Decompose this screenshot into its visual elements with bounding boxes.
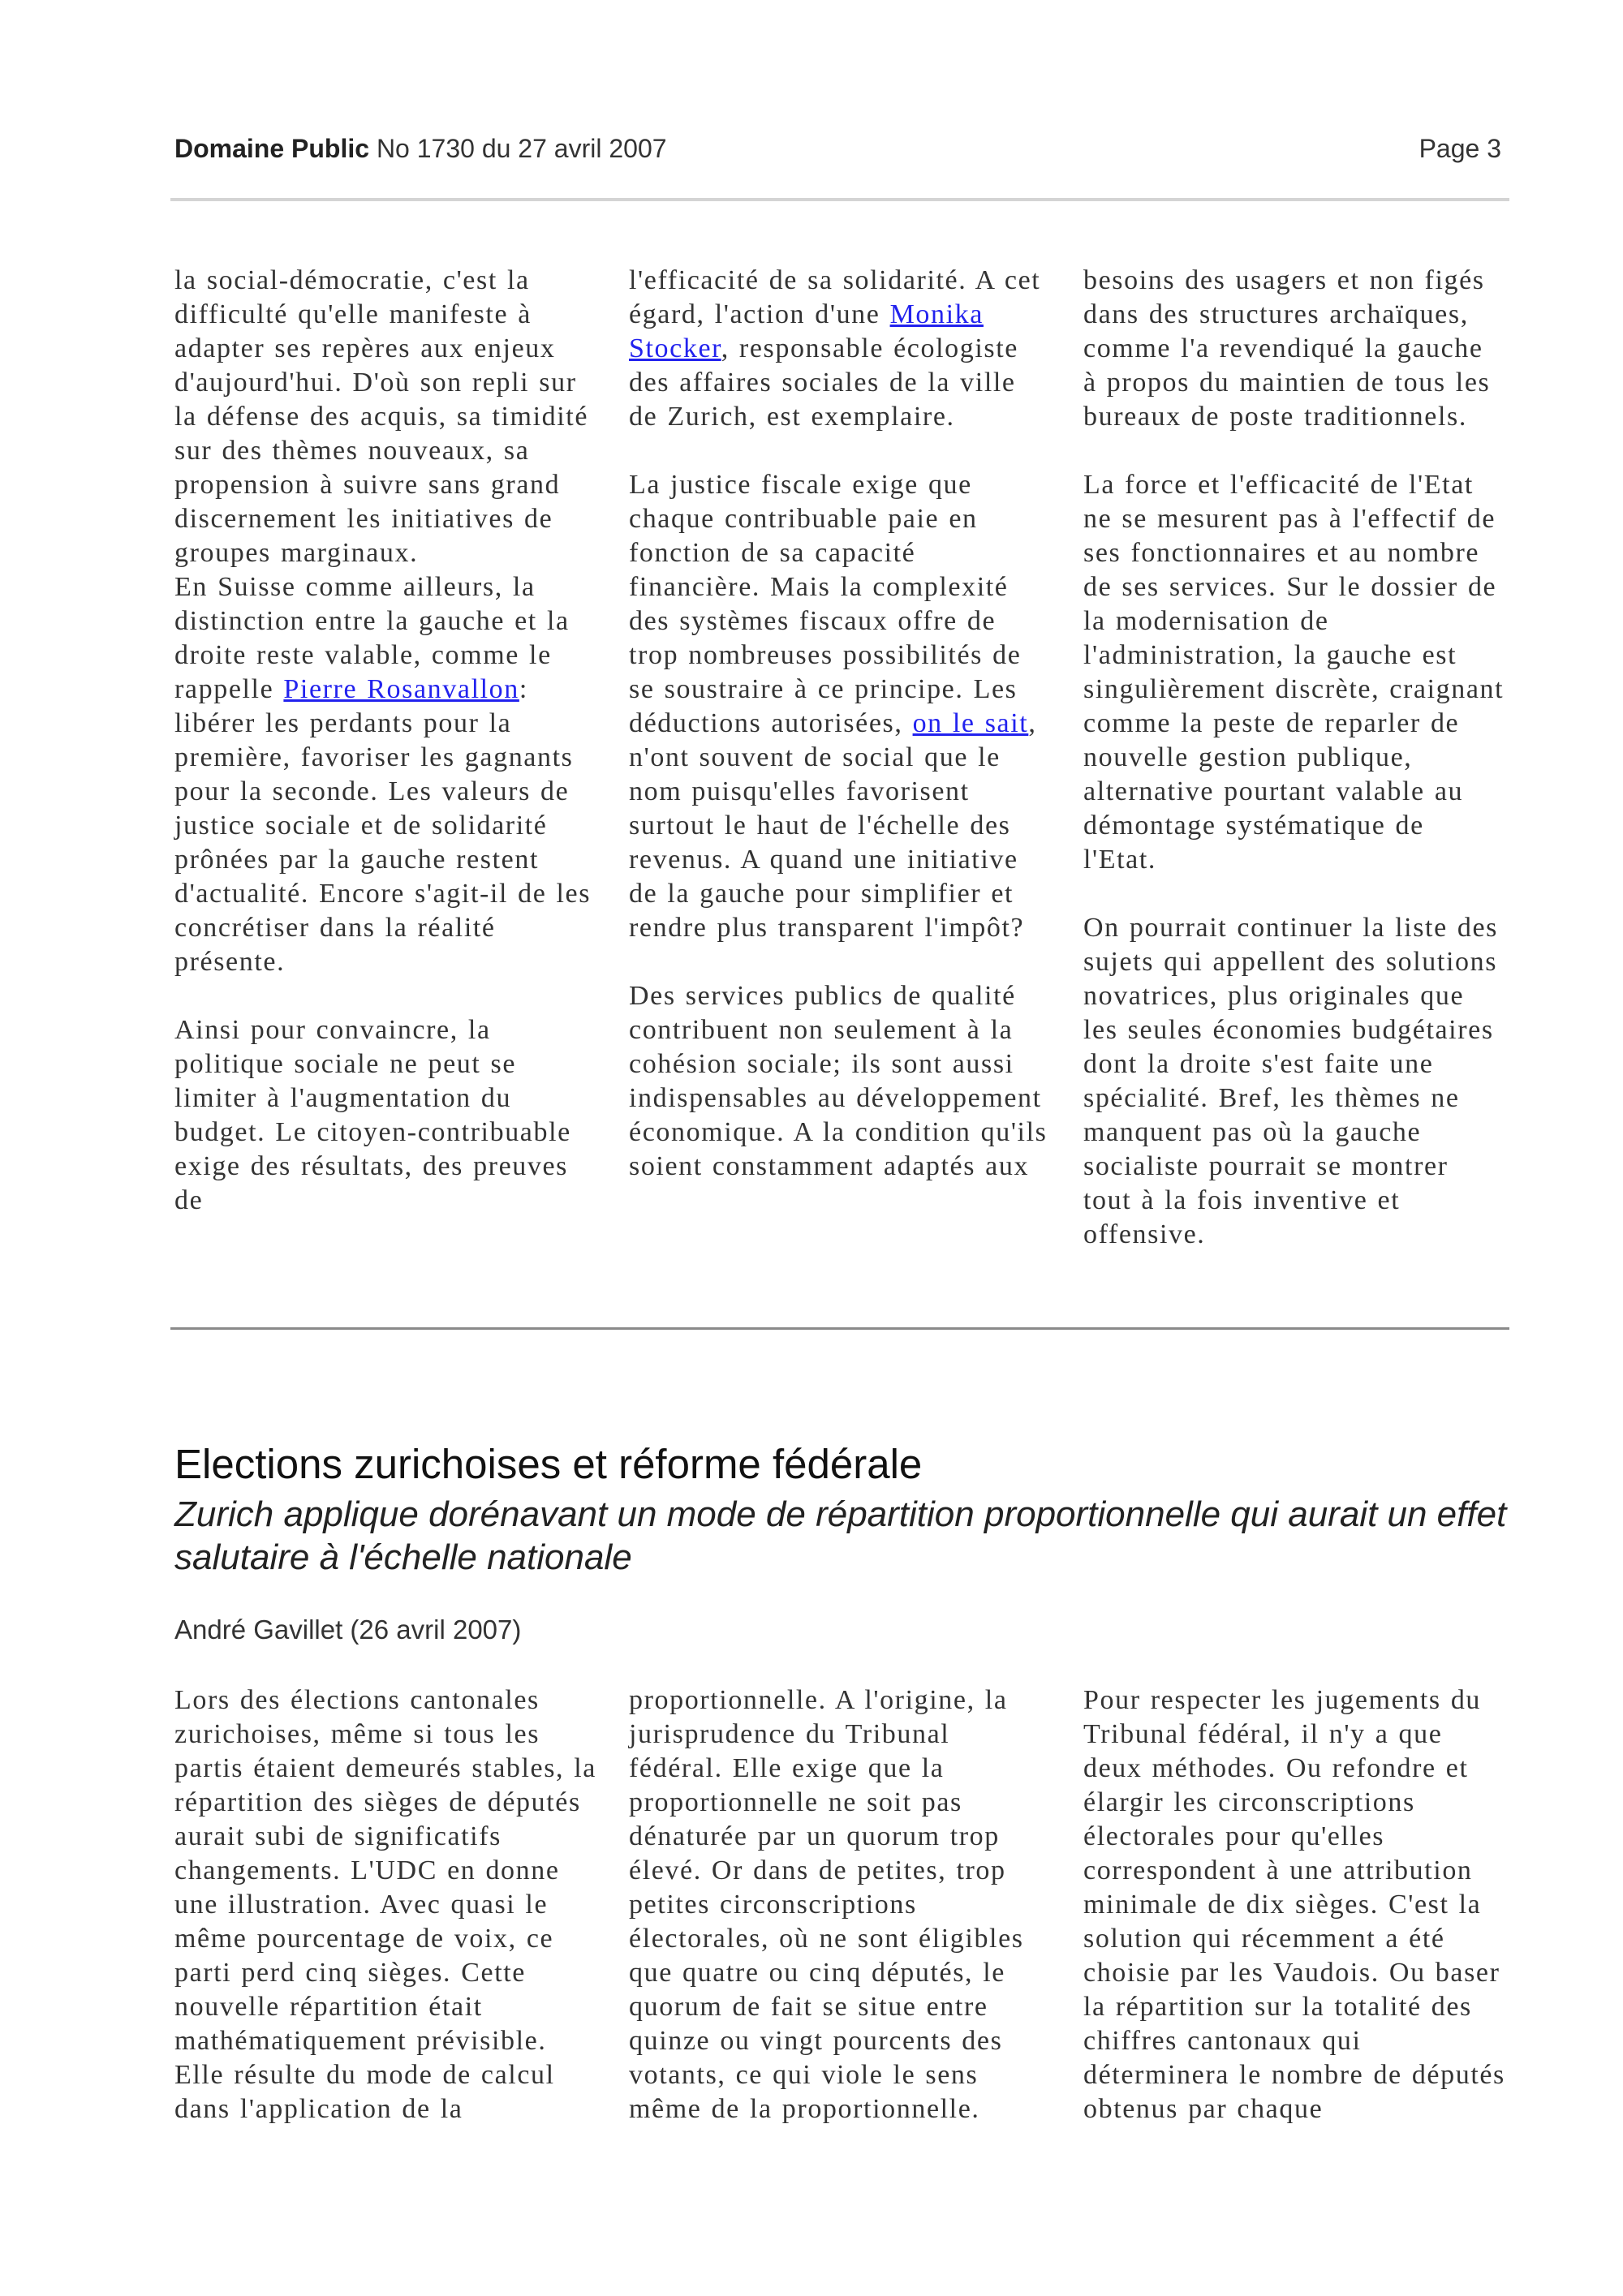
paragraph: proportionnelle. A l'origine, la jurisprudence du Tribunal fédéral. Elle exige que la proportionnelle ne soit pas dénaturée par un quorum trop élevé. Or dans de petites, trop petites circonscriptions électorales, où ne sont éligibles que quatre ou cinq députés, le quorum de fait se situe entre quinze ou vingt pourcents des votants, ce qui viole le sens même de la proportionnelle. [629, 1685, 1024, 2124]
text-run: En Suisse comme ailleurs, la distinction entre la gauche et la droite reste valable, comme le rappelle [174, 572, 570, 704]
text-run: , n'ont souvent de social que le nom puisqu'elles favorisent surtout le haut de l'échelle des revenus. A quand une initiative de la gauche pour simplifier et rendre plus transparent l'impôt? [629, 708, 1037, 943]
text-run: l'efficacité de sa solidarité. A cet égard, l'action d'une [629, 265, 1041, 329]
paragraph: Ainsi pour convaincre, la politique sociale ne peut se limiter à l'augmentation du budget. Le citoyen-contribuable exige des résultats, des preuves de [174, 1015, 571, 1215]
article-author: André Gavillet (26 avril 2007) [174, 1615, 522, 1645]
link-monika[interactable]: Monika [889, 299, 984, 329]
article2-column-2 [629, 1683, 1051, 2161]
text-run: : libérer les perdants pour la première, favoriser les gagnants pour la seconde. Les valeurs de justice sociale et de solidarité prônées par la gauche restent d'actualité. Encore s'agit-il de les concrétiser dans la réalité présente. [174, 674, 592, 977]
page-number: Page 3 [1419, 134, 1501, 163]
paragraph: Des services publics de qualité contribuent non seulement à la cohésion sociale; ils sont aussi indispensables au développement économique. A la condition qu'ils soient constamment adaptés aux [629, 981, 1048, 1181]
paragraph: la social-démocratie, c'est la difficulté qu'elle manifeste à adapter ses repères aux enjeux d'aujourd'hui. D'où son repli sur la défense des acquis, sa timidité sur des thèmes nouveaux, sa propension à suivre sans grand discernement les initiatives de groupes marginaux. [174, 265, 589, 568]
paragraph [174, 570, 596, 979]
article-continuation [174, 264, 1505, 1286]
article1-column-3 [1083, 264, 1505, 1286]
header-divider [170, 198, 1509, 201]
article-body [174, 1683, 1505, 2161]
paragraph: Pour respecter les jugements du Tribunal fédéral, il n'y a que deux méthodes. Ou refondre et élargir les circonscriptions électorales pour qu'elles correspondent à une attribution minimale de dix sièges. C'est la solution qui récemment a été choisie par les Vaudois. Ou baser la répartition sur la totalité des chiffres cantonaux qui déterminera le nombre de députés obtenus par chaque [1083, 1685, 1505, 2124]
paragraph: On pourrait continuer la liste des sujets qui appellent des solutions novatrices, plus originales que les seules économies budgétaires dont la droite s'est faite une spécialité. Bref, les thèmes ne manquent pas où la gauche socialiste pourrait se montrer tout à la fois inventive et offensive. [1083, 913, 1498, 1249]
paragraph [629, 468, 1051, 945]
issue-info: No 1730 du 27 avril 2007 [376, 134, 667, 163]
link-on-le-sait[interactable]: on le sait [912, 708, 1029, 738]
paragraph [629, 264, 1051, 434]
article2-column-1 [174, 1683, 596, 2161]
paragraph: Lors des élections cantonales zurichoises, même si tous les partis étaient demeurés stables, la répartition des sièges de députés aurait subi de significatifs changements. L'UDC en donne une illustration. Avec quasi le même pourcentage de voix, ce parti perd cinq sièges. Cette nouvelle répartition était mathématiquement prévisible. Elle résulte du mode de calcul dans l'application de la [174, 1685, 596, 2124]
text-run: , responsable écologiste des affaires sociales de la ville de Zurich, est exemplaire. [629, 333, 1018, 432]
link-stocker[interactable]: Stocker [629, 333, 721, 363]
article-title: Elections zurichoises et réforme fédérale [174, 1441, 923, 1487]
article2-column-3 [1083, 1683, 1505, 2161]
page-header [174, 134, 1501, 166]
article1-column-2 [629, 264, 1051, 1286]
article-subtitle: Zurich applique dorénavant un mode de répartition proportionnelle qui aurait un effet salutaire à l'échelle nationale [174, 1494, 1507, 1577]
text-run: La justice fiscale exige que chaque contribuable paie en fonction de sa capacité financière. Mais la complexité des systèmes fiscaux offre de trop nombreuses possibilités de se soustraire à ce principe. Les déductions autorisées, [629, 470, 1022, 738]
publication-name: Domaine Public [174, 134, 370, 163]
paragraph: besoins des usagers et non figés dans des structures archaïques, comme l'a revendiqué la gauche à propos du maintien de tous les bureaux de poste traditionnels. [1083, 265, 1491, 432]
article-divider [170, 1327, 1509, 1330]
paragraph: La force et l'efficacité de l'Etat ne se mesurent pas à l'effectif de ses fonctionnaires et au nombre de ses services. Sur le dossier de la modernisation de l'administration, la gauche est singulièrement discrète, craignant comme la peste de reparler de nouvelle gestion publique, alternative pourtant valable au démontage systématique de l'Etat. [1083, 470, 1505, 875]
link-pierre-rosanvallon[interactable]: Pierre Rosanvallon [283, 674, 519, 704]
article1-column-1 [174, 264, 596, 1286]
